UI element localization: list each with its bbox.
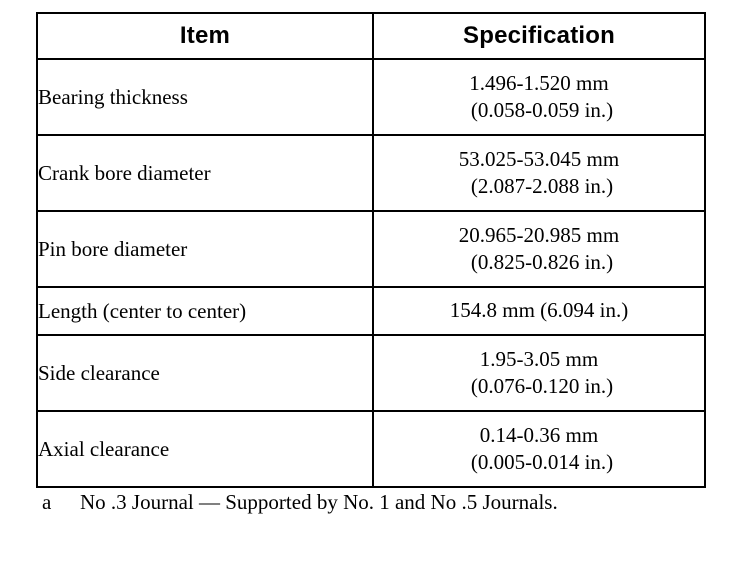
table-row [37, 135, 705, 211]
spec-line-metric: 1.95-3.05 mm [479, 346, 599, 371]
spec-line-metric: 20.965-20.985 mm [458, 222, 620, 247]
column-header-item: Item [37, 13, 373, 59]
item-label: Length (center to center) [37, 287, 373, 335]
spec-line-metric: 53.025-53.045 mm [458, 146, 620, 171]
specification-table [36, 12, 706, 488]
spec-value [373, 335, 705, 411]
table-row [37, 287, 705, 335]
spec-value [373, 211, 705, 287]
footnote-text: No .3 Journal — Supported by No. 1 and No .5 Journals. [80, 490, 558, 514]
item-label: Axial clearance [37, 411, 373, 487]
spec-value [373, 135, 705, 211]
column-header-specification: Specification [373, 13, 705, 59]
spec-line-imperial: (2.087-2.088 in.) [470, 174, 614, 198]
spec-line-combined: 154.8 mm (6.094 in.) [449, 298, 629, 323]
spec-value [373, 59, 705, 135]
table-row [37, 59, 705, 135]
spec-line-imperial: (0.825-0.826 in.) [470, 250, 614, 274]
spec-value [373, 411, 705, 487]
table-row [37, 411, 705, 487]
table-header-row [37, 13, 705, 59]
item-label: Side clearance [37, 335, 373, 411]
spec-line-imperial: (0.076-0.120 in.) [470, 374, 614, 398]
spec-value [373, 287, 705, 335]
spec-line-imperial: (0.005-0.014 in.) [470, 450, 614, 474]
item-label: Bearing thickness [37, 59, 373, 135]
item-label: Pin bore diameter [37, 211, 373, 287]
footnote-marker: a [42, 490, 52, 514]
item-label: Crank bore diameter [37, 135, 373, 211]
table-row [37, 335, 705, 411]
spec-line-metric: 0.14-0.36 mm [479, 422, 599, 447]
table-row [37, 211, 705, 287]
footnote [42, 488, 702, 516]
spec-line-metric: 1.496-1.520 mm [469, 70, 609, 95]
spec-line-imperial: (0.058-0.059 in.) [470, 98, 614, 122]
